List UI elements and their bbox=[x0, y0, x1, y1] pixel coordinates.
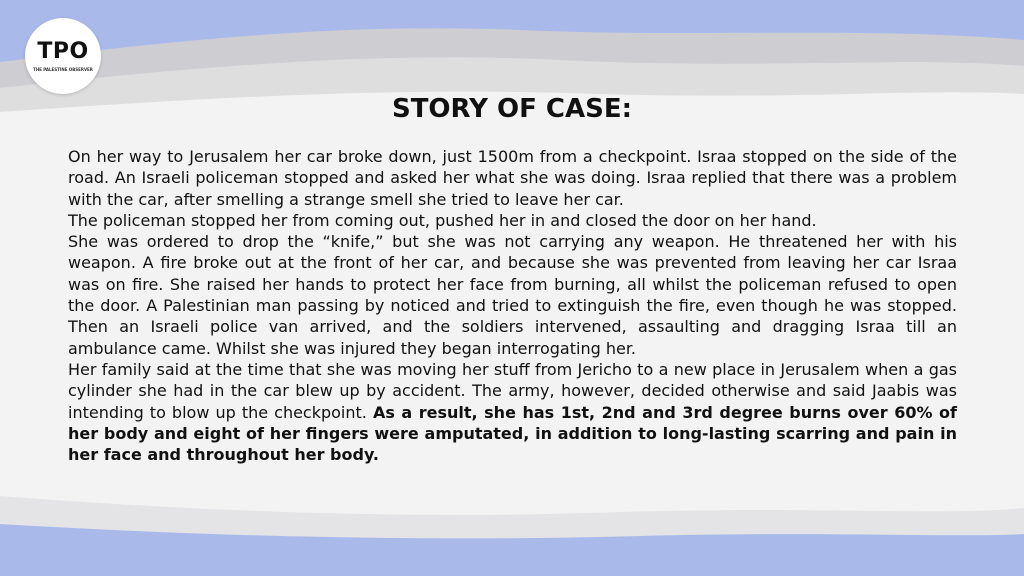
page-title: STORY OF CASE: bbox=[391, 94, 633, 124]
paragraph-2: The policeman stopped her from coming out, pushed her in and closed the door on her hand. bbox=[68, 210, 817, 230]
logo-text: TPO bbox=[37, 39, 89, 64]
story-body bbox=[68, 146, 957, 465]
logo bbox=[25, 18, 101, 94]
paragraph-3: She was ordered to drop the “knife,” but she was not carrying any weapon. He threatened her with his weapon. A fire broke out at the front of her car, and because she was prevented from leaving her car Israa was on fire. She raised her hands to protect her face from burning, all whilst the policeman refused to open the door. A Palestinian man passing by noticed and tried to extinguish the fire, even though he was stopped. Then an Israeli police van arrived, and the soldiers intervened, assaulting and dragging Israa till an ambulance came. Whilst she was injured they began interrogating her. bbox=[68, 232, 957, 358]
paragraph-4 bbox=[68, 359, 957, 465]
paragraph-4-bold-text: As a result, she has 1st, 2nd and 3rd degree burns over 60% of her body and eight of her fingers were amputated, in addition to long-lasting scarring and pain in her face and throughout her body. bbox=[68, 402, 957, 465]
logo-subtitle: THE PALESTINE OBSERVER bbox=[33, 67, 93, 72]
paragraph-4-text: Her family said at the time that she was moving her stuff from Jericho to a new place in Jerusalem when a gas cylinder she had in the car blew up by accident. The army, however, decided otherwise and said Jaabis was intending to blow up the checkpoint. bbox=[68, 359, 957, 422]
paragraph-1: On her way to Jerusalem her car broke down, just 1500m from a checkpoint. Israa stopped on the side of the road. An Israeli policeman stopped and asked her what she was doing. Israa replied that there was a problem with the car, after smelling a strange smell she tried to leave her car. bbox=[68, 147, 957, 209]
